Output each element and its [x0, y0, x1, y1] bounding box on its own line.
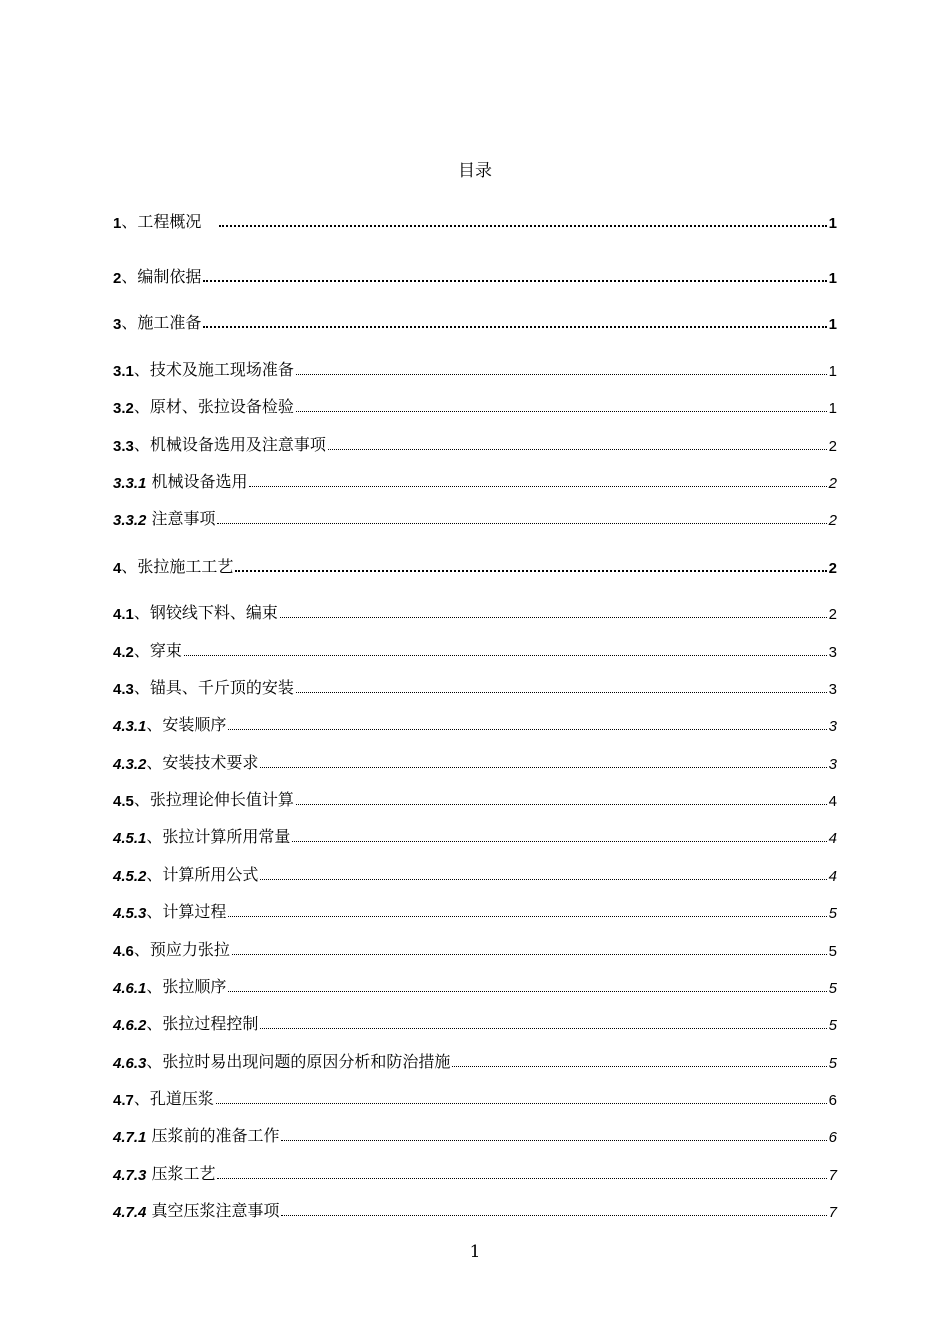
toc-entry-title: 、工程概况	[121, 212, 202, 231]
toc-entry-title: 真空压浆注意事项	[146, 1201, 280, 1220]
toc-entry[interactable]	[113, 263, 837, 287]
toc-entry-number: 4.6.2	[113, 1017, 147, 1034]
toc-dot-leader	[203, 326, 826, 328]
toc-dot-leader	[217, 1178, 826, 1179]
toc-entry-title: 、锚具、千斤顶的安装	[133, 678, 294, 697]
toc-dot-leader	[203, 280, 826, 282]
toc-entry-page: 7	[828, 1204, 837, 1221]
toc-entry[interactable]	[113, 553, 837, 577]
toc-dot-leader	[219, 225, 826, 227]
toc-entry-page: 2	[828, 606, 837, 623]
toc-entry[interactable]	[113, 505, 837, 529]
toc-dot-leader	[228, 916, 826, 917]
toc-entry-page: 2	[828, 560, 837, 577]
toc-entry-number: 4.6	[113, 943, 134, 960]
toc-entry-page: 1	[828, 363, 837, 380]
toc-entry-number: 4.5.2	[113, 868, 147, 885]
toc-entry[interactable]	[113, 1160, 837, 1184]
toc-entry-title: 、原材、张拉设备检验	[133, 397, 294, 416]
toc-entry-number: 3.1	[113, 363, 134, 380]
toc-entry-number: 4.6.3	[113, 1055, 147, 1072]
toc-entry-page: 3	[828, 644, 837, 661]
toc-entry-number: 2	[113, 270, 122, 287]
toc-entry-page: 5	[828, 905, 837, 922]
toc-entry-page: 2	[828, 512, 837, 529]
toc-dot-leader	[280, 617, 827, 618]
toc-entry-page: 1	[828, 400, 837, 417]
toc-entry[interactable]	[113, 786, 837, 810]
toc-entry-page: 6	[828, 1129, 837, 1146]
toc-entry-title: 、穿束	[133, 641, 182, 660]
toc-entry-title: 、施工准备	[121, 313, 202, 332]
toc-entry-title: 、张拉过程控制	[146, 1014, 259, 1033]
toc-entry[interactable]	[113, 309, 837, 333]
toc-entry-number: 3	[113, 316, 122, 333]
toc-entry[interactable]	[113, 468, 837, 492]
toc-entry-number: 4.7.4	[113, 1204, 147, 1221]
toc-dot-leader	[216, 1103, 827, 1104]
toc-entry-number: 1	[113, 215, 122, 232]
toc-entry-page: 5	[828, 980, 837, 997]
toc-entry[interactable]	[113, 898, 837, 922]
toc-dot-leader	[235, 570, 826, 572]
toc-entry-number: 4.5.3	[113, 905, 147, 922]
toc-entry[interactable]	[113, 711, 837, 735]
toc-entry[interactable]	[113, 749, 837, 773]
toc-entry-title: 、张拉时易出现问题的原因分析和防治措施	[146, 1052, 451, 1071]
toc-dot-leader	[296, 374, 827, 375]
toc-entry[interactable]	[113, 973, 837, 997]
toc-entry-number: 4.3	[113, 681, 134, 698]
toc-entry-number: 3.3.1	[113, 475, 147, 492]
toc-entry-page: 1	[828, 270, 837, 287]
toc-entry-title: 压浆工艺	[146, 1164, 216, 1183]
toc-entry-title: 、预应力张拉	[133, 940, 230, 959]
toc-entry-number: 4.2	[113, 644, 134, 661]
toc-entry-page: 4	[828, 830, 837, 847]
toc-entry-page: 4	[828, 793, 837, 810]
toc-dot-leader	[260, 767, 826, 768]
toc-dot-leader	[452, 1066, 826, 1067]
toc-entry[interactable]	[113, 599, 837, 623]
toc-dot-leader	[296, 692, 827, 693]
toc-dot-leader	[292, 841, 826, 842]
toc-entry-title: 、技术及施工现场准备	[133, 360, 294, 379]
toc-entry[interactable]	[113, 936, 837, 960]
toc-entry-number: 4.1	[113, 606, 134, 623]
toc-entry-title: 、计算过程	[146, 902, 227, 921]
toc-entry[interactable]	[113, 1197, 837, 1221]
toc-entry-number: 4.7	[113, 1092, 134, 1109]
toc-dot-leader	[249, 486, 826, 487]
page-number: 1	[469, 1242, 481, 1262]
toc-entry[interactable]	[113, 356, 837, 380]
toc-entry-page: 2	[828, 475, 837, 492]
toc-dot-leader	[281, 1140, 826, 1141]
toc-entry[interactable]	[113, 431, 837, 455]
toc-entry-title: 、张拉顺序	[146, 977, 227, 996]
toc-entry-page: 5	[828, 1055, 837, 1072]
toc-entry-title: 、张拉施工工艺	[121, 557, 234, 576]
toc-entry-page: 7	[828, 1167, 837, 1184]
toc-entry-number: 4.3.2	[113, 756, 147, 773]
toc-dot-leader	[260, 1028, 826, 1029]
toc-entry-page: 5	[828, 1017, 837, 1034]
toc-dot-leader	[328, 449, 827, 450]
toc-entry-page: 3	[828, 718, 837, 735]
toc-entry-number: 4.6.1	[113, 980, 147, 997]
toc-title: 目录	[458, 161, 492, 181]
toc-entry-title: 、编制依据	[121, 267, 202, 286]
toc-entry-title: 机械设备选用	[146, 472, 248, 491]
toc-dot-leader	[232, 954, 827, 955]
toc-entry-title: 、张拉理论伸长值计算	[133, 790, 294, 809]
toc-dot-leader	[228, 991, 826, 992]
toc-entry[interactable]	[113, 674, 837, 698]
toc-dot-leader	[260, 879, 826, 880]
toc-entry-title: 、安装技术要求	[146, 753, 259, 772]
toc-dot-leader	[184, 655, 827, 656]
toc-dot-leader	[217, 523, 826, 524]
toc-entry[interactable]	[113, 208, 837, 232]
toc-entry-number: 4.5.1	[113, 830, 147, 847]
toc-entry-title: 压浆前的准备工作	[146, 1126, 280, 1145]
toc-entry[interactable]	[113, 1048, 837, 1072]
toc-entry-page: 1	[828, 316, 837, 333]
toc-entry-number: 3.3	[113, 438, 134, 455]
toc-entry[interactable]	[113, 861, 837, 885]
toc-entry-title: 、机械设备选用及注意事项	[133, 435, 326, 454]
toc-entry-page: 5	[828, 943, 837, 960]
toc-entry[interactable]	[113, 1085, 837, 1109]
toc-entry-title: 、钢铰线下料、编束	[133, 603, 278, 622]
toc-entry-title: 、孔道压浆	[133, 1089, 214, 1108]
toc-entry-page: 3	[828, 756, 837, 773]
toc-entry-number: 4.7.1	[113, 1129, 147, 1146]
toc-entry[interactable]	[113, 1010, 837, 1034]
toc-entry-page: 4	[828, 868, 837, 885]
toc-entry[interactable]	[113, 393, 837, 417]
toc-entry[interactable]	[113, 637, 837, 661]
toc-entry-number: 4.3.1	[113, 718, 147, 735]
toc-dot-leader	[296, 804, 827, 805]
toc-dot-leader	[228, 729, 826, 730]
toc-entry[interactable]	[113, 1122, 837, 1146]
toc-entry-title: 、安装顺序	[146, 715, 227, 734]
toc-entry-title: 、计算所用公式	[146, 865, 259, 884]
toc-entry-number: 3.3.2	[113, 512, 147, 529]
toc-entry-title: 注意事项	[146, 509, 216, 528]
toc-dot-leader	[296, 411, 827, 412]
toc-entry-page: 6	[828, 1092, 837, 1109]
toc-entry-page: 3	[828, 681, 837, 698]
toc-entry-number: 4.5	[113, 793, 134, 810]
toc-entry-number: 4.7.3	[113, 1167, 147, 1184]
toc-entry[interactable]	[113, 823, 837, 847]
toc-entry-title: 、张拉计算所用常量	[146, 827, 291, 846]
toc-entry-number: 4	[113, 560, 122, 577]
toc-entry-page: 1	[828, 215, 837, 232]
toc-entry-number: 3.2	[113, 400, 134, 417]
toc-dot-leader	[281, 1215, 826, 1216]
toc-entry-page: 2	[828, 438, 837, 455]
